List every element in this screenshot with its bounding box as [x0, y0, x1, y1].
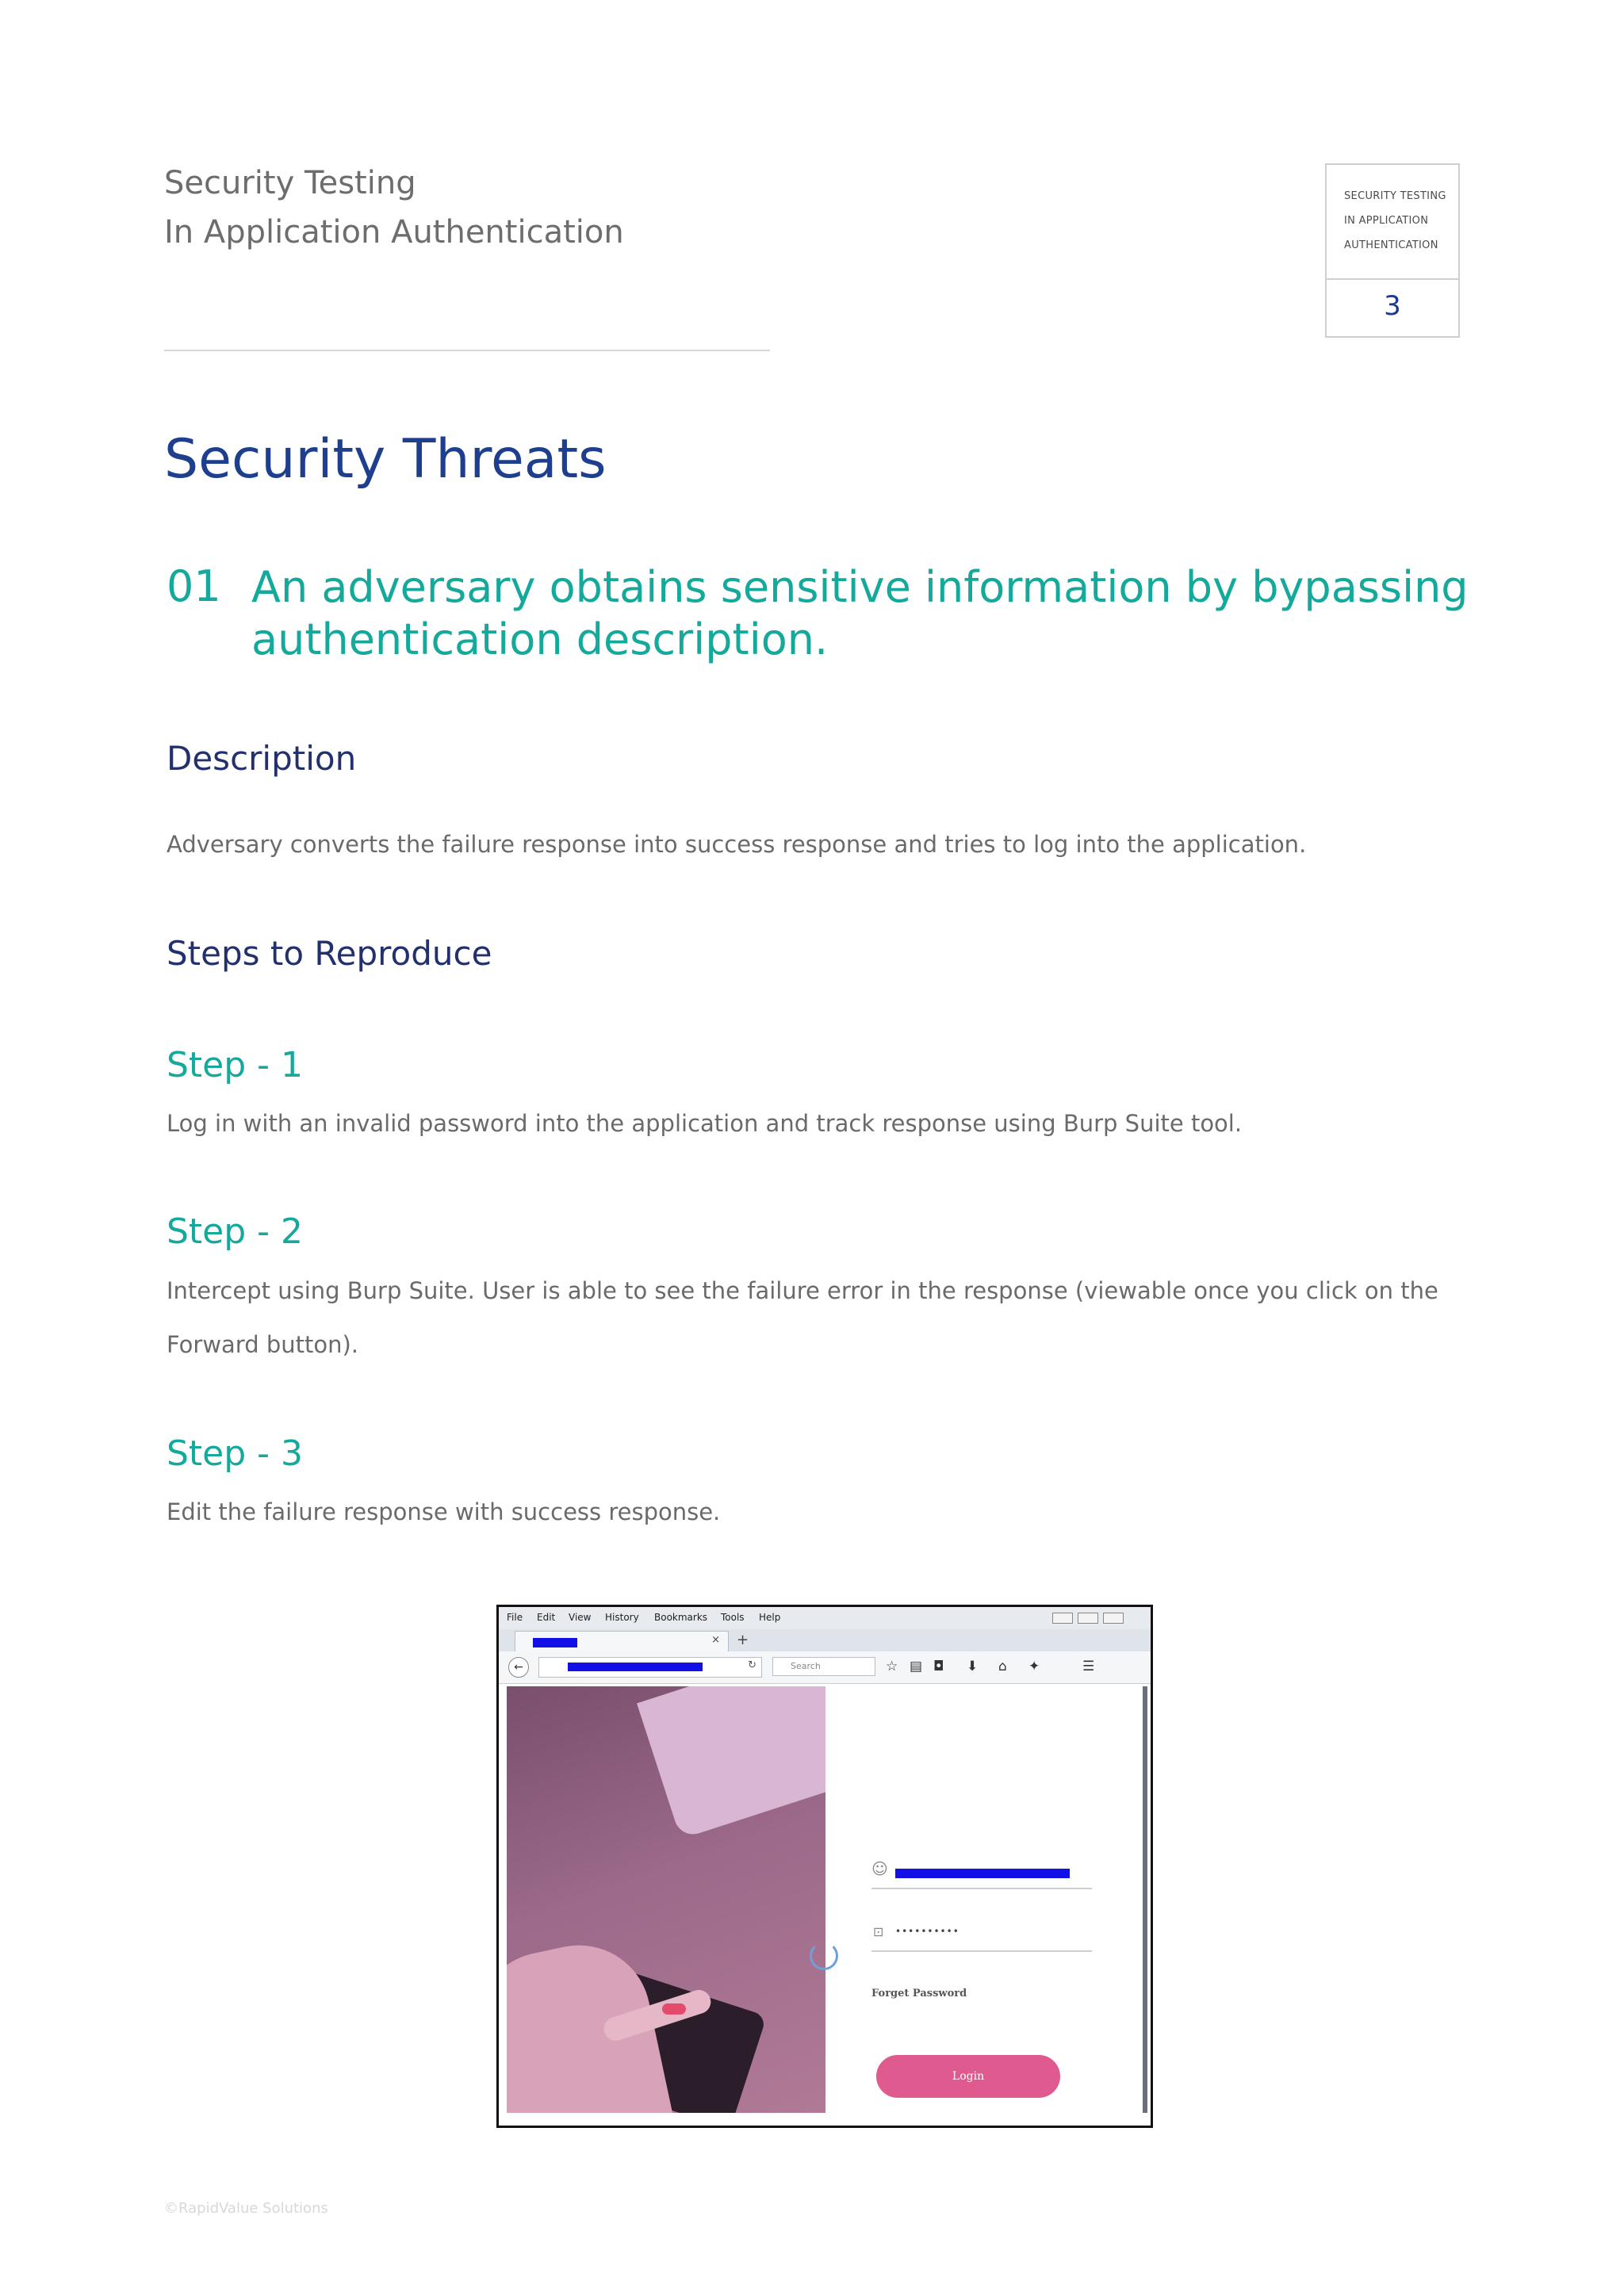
step-2-text: Intercept using Burp Suite. User is able to see the failure error in the response (viewable once you click on the Forward button).	[167, 1277, 1438, 1358]
lock-icon: ⊡	[873, 1924, 884, 1939]
url-bar[interactable]	[538, 1657, 762, 1678]
page-badge	[1325, 163, 1460, 338]
download-icon[interactable]: ⬇	[967, 1659, 979, 1674]
extension-icon[interactable]: ✦	[1028, 1659, 1040, 1674]
menu-icon[interactable]: ☰	[1082, 1659, 1095, 1674]
menu-help[interactable]: Help	[759, 1612, 781, 1623]
menu-tools[interactable]: Tools	[721, 1612, 745, 1623]
badge-line-2: IN APPLICATION	[1344, 215, 1429, 227]
home-icon[interactable]: ⌂	[998, 1659, 1007, 1674]
pocket-icon[interactable]: ◘	[933, 1659, 944, 1674]
forgot-password-link[interactable]: Forget Password	[871, 1988, 967, 1999]
redacted-url	[568, 1663, 703, 1671]
menu-view[interactable]: View	[569, 1612, 592, 1623]
header-divider	[164, 350, 770, 351]
browser-menubar	[499, 1607, 1151, 1629]
scrollbar[interactable]	[1143, 1686, 1147, 2113]
scanner-light	[662, 2003, 686, 2015]
loading-spinner-icon	[810, 1942, 838, 1970]
redacted-username	[895, 1869, 1070, 1878]
step-2-label: Step - 2	[167, 1211, 304, 1252]
search-input[interactable]: Search	[772, 1657, 875, 1676]
badge-divider	[1327, 278, 1458, 280]
badge-line-3: AUTHENTICATION	[1344, 239, 1438, 251]
page-title: Security Threats	[164, 428, 607, 491]
close-tab-icon[interactable]: ×	[711, 1634, 720, 1646]
clipboard-icon[interactable]: ▤	[910, 1659, 923, 1674]
page-number: 3	[1384, 290, 1401, 322]
threat-number: 01	[167, 561, 221, 611]
menu-edit[interactable]: Edit	[537, 1612, 556, 1623]
monitor-shape	[637, 1686, 825, 1839]
step-3-text: Edit the failure response with success response.	[167, 1498, 721, 1525]
step-1-label: Step - 1	[167, 1045, 304, 1085]
description-heading: Description	[167, 739, 357, 778]
menu-history[interactable]: History	[605, 1612, 639, 1623]
footer-copyright: ©RapidValue Solutions	[164, 2200, 328, 2217]
star-icon[interactable]: ☆	[886, 1659, 898, 1674]
menu-bookmarks[interactable]: Bookmarks	[654, 1612, 708, 1623]
header-line-2: In Application Authentication	[164, 214, 624, 251]
password-value: ••••••••••	[895, 1926, 959, 1937]
menu-file[interactable]: File	[507, 1612, 523, 1623]
badge-line-1: SECURITY TESTING	[1344, 190, 1446, 202]
close-window-button[interactable]	[1103, 1613, 1124, 1624]
redacted-tab-title	[533, 1638, 577, 1647]
header-line-1: Security Testing	[164, 165, 416, 201]
back-arrow-icon[interactable]: ←	[508, 1657, 529, 1678]
maximize-button[interactable]	[1078, 1613, 1098, 1624]
fingerprint-scanner-photo	[507, 1686, 825, 2113]
user-icon: ☺	[871, 1859, 888, 1878]
threat-title: An adversary obtains sensitive information by bypassing authentication description.	[251, 562, 1469, 664]
step-3-label: Step - 3	[167, 1433, 304, 1474]
minimize-button[interactable]	[1052, 1613, 1073, 1624]
steps-heading: Steps to Reproduce	[167, 934, 492, 973]
username-field[interactable]	[871, 1888, 1092, 1889]
step-1-text: Log in with an invalid password into the application and track response using Burp Suite tool.	[167, 1110, 1243, 1137]
reload-icon[interactable]: ↻	[748, 1659, 756, 1671]
password-field[interactable]	[871, 1950, 1092, 1952]
browser-tabbar	[499, 1629, 1151, 1651]
login-button[interactable]: Login	[876, 2055, 1060, 2098]
browser-tab[interactable]	[515, 1631, 729, 1651]
browser-toolbar	[499, 1651, 1151, 1684]
description-text: Adversary converts the failure response into success response and tries to log into the application.	[167, 831, 1307, 858]
browser-screenshot	[496, 1605, 1153, 2128]
new-tab-icon[interactable]: +	[737, 1632, 749, 1648]
